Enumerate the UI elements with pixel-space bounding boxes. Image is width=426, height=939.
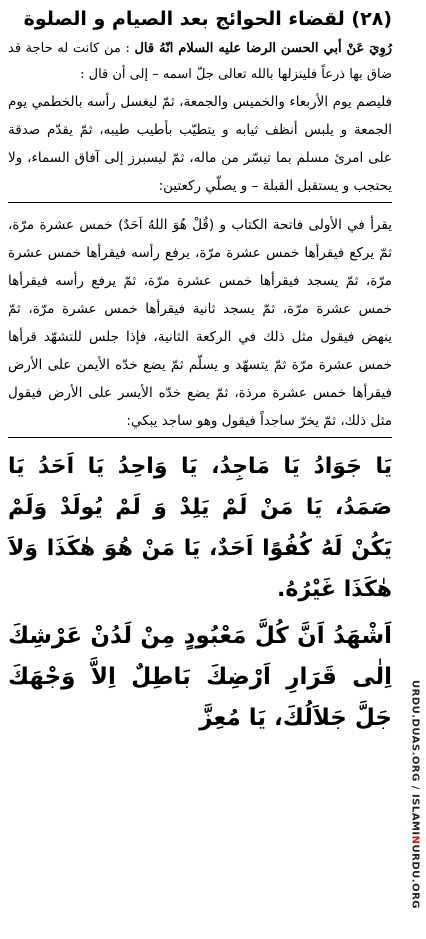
narration-intro [8,36,392,88]
prayer-method-paragraph: يقرأ في الأولى فاتحة الكتاب و (قُلْ هُوَ اللهُ اَحَدٌ) خمس عشرة مرّة، ثمّ يركع فيقرأها خمس عشرة مرّة، يرفع رأسه فيقرأها خمس عشرة مرّة، ثمّ يسجد فيقرأها خمس عشرة مرّة، ثمّ يرفع رأسه فيقرأها خمس عشرة مرّة، ثمّ يسجد ثانية فيقرأها خمس عشرة مرّة، ثمّ ينهض فيقول مثل ذلك في الركعة الثانية، فإذا جلس للتشهّد قرأها خمس عشرة مرّة ثمّ يتسهّد و يسلّم ثمّ يضع خدّه الأيمن على الأرض فيقرأها خمس عشرة مرذة، ثمّ يضع خدّه الأيسر على الأرض فيقول مثل ذلك، ثمّ يخرّ ساجداً فيقول وهو ساجد يبكي: [8,211,392,438]
narration-lead: رُوِيَ عَنْ أبي الحسن الرضا عليه السلام انّهُ قال [134,41,393,56]
narration-rest: : من كانت له حاجة قد ضاق بها ذرعاً فلينزلها بالله تعالى جلّ اسمه – إلى أن قال : [8,41,392,82]
supplication-text-1: يَا جَوَادُ يَا مَاجِدُ، يَا وَاحِدُ يَا اَحَدُ يَا صَمَدُ، يَا مَنْ لَمْ يَلِدْ وَ لَمْ يُولَدْ وَلَمْ يَكُنْ لَهُ كُفُوًا اَحَدٌ، يَا مَنْ هُوَ هٰكَذَا وَلاَ هٰكَذَا غَيْرُهُ. [8,454,392,602]
site-watermark [404,680,426,939]
supplication-text-2: اَشْهَدُ اَنَّ كُلَّ مَعْبُودٍ مِنْ لَدُنْ عَرْشِكَ اِلٰى قَرَارِ اَرْضِكَ بَاطِلٌ اِلاَّ وَجْهَكَ جَلَّ جَلاَلُكَ، يَا مُعِزَّ [8,623,392,731]
watermark-text: URDU.DUAS.ORG / ISLAMINURDU.ORG [409,680,421,909]
instructions-paragraph: فليصم يوم الأربعاء والخميس والجمعة، ثمّ ليغسل رأسه بالخطمي يوم الجمعة و يلبس أنظف ثيابه و يتطيّب بأطيب طيبه، ثمّ يقدّم صدقة على امرئ مسلم بما تيسّر من ماله، ثمّ ليسبرز إلى آفاق السماء، ولا يحتجب و يستقبل القبلة – و يصلّي ركعتين: [8,88,392,203]
section-title: (٢٨) لقضاء الحوائج بعد الصيام و الصلوة [23,8,392,30]
